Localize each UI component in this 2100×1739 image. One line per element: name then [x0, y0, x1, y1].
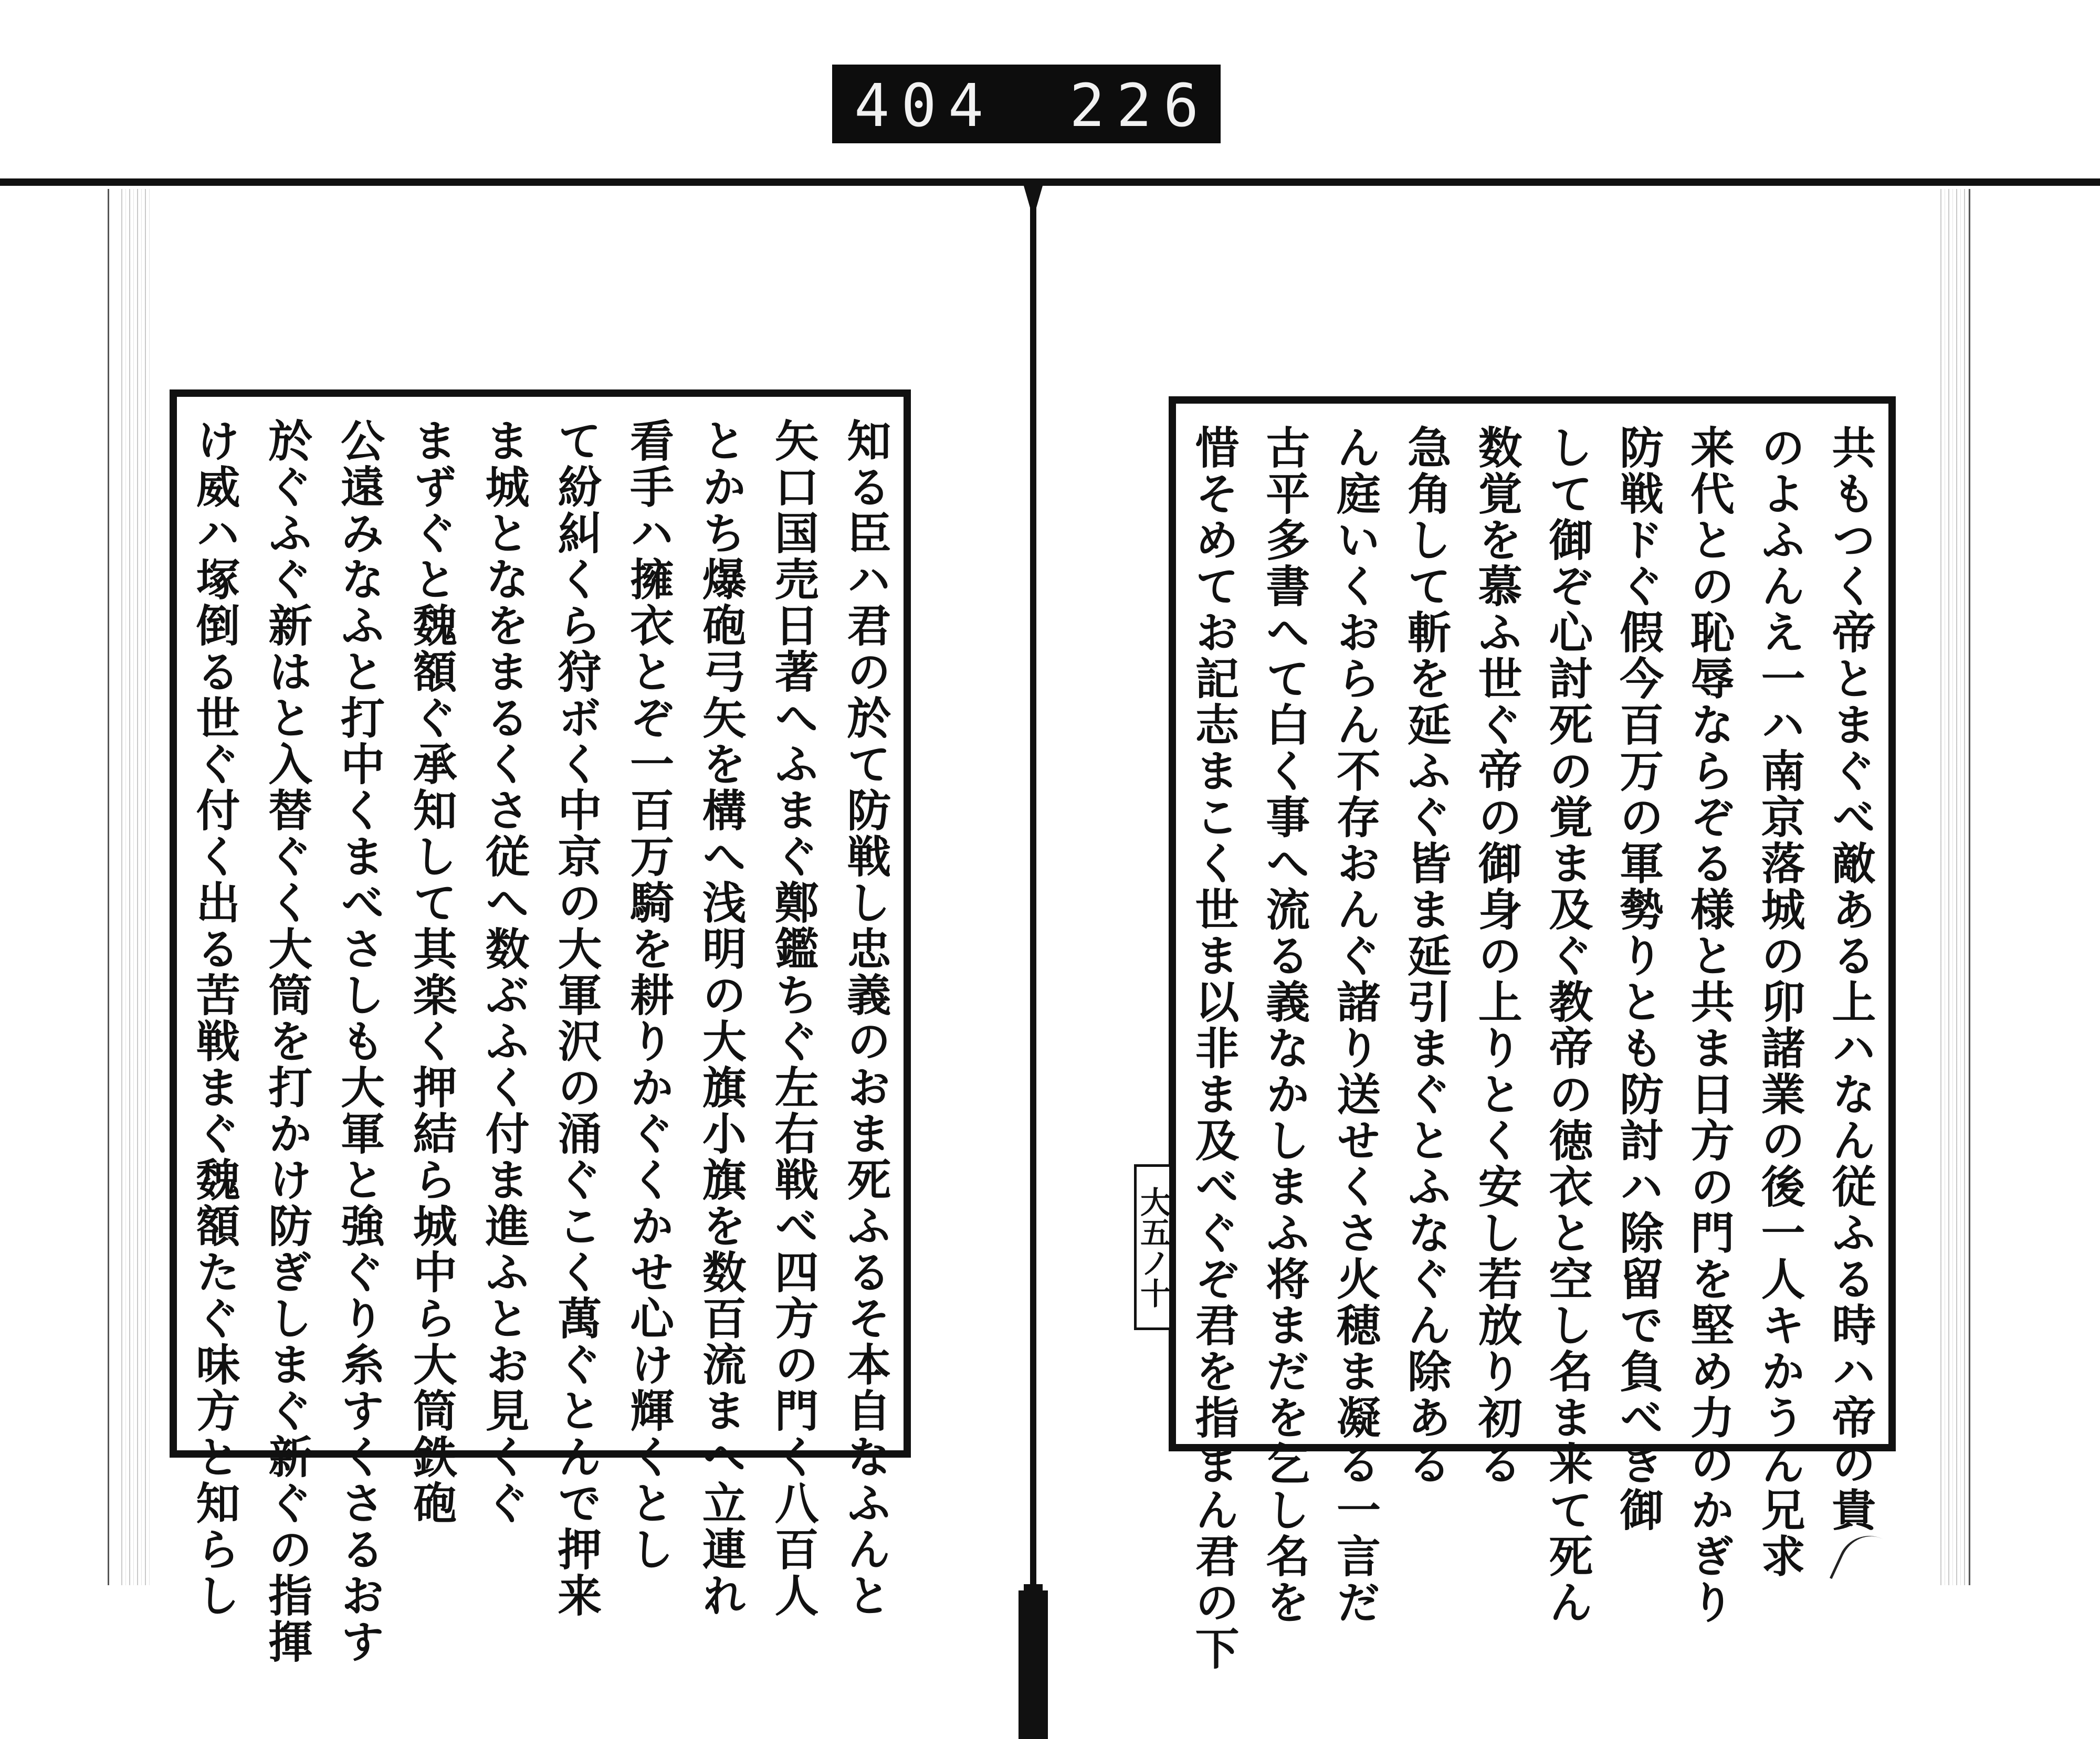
- text-column: ん庭いくおらん不存おんぐ諸り送せくさ火穂ま凝る一言だ: [1329, 425, 1382, 1626]
- left-page-border: [108, 189, 109, 1585]
- text-column: 看手ハ擁衣とぞ一百万騎を耕りかぐくかせ心け輝くとし: [623, 418, 675, 1573]
- page-number-tab: 大五ノ十: [1134, 1164, 1172, 1330]
- counter-right-number: 226: [1069, 72, 1211, 140]
- text-column: 知る臣ハ君の於て防戦し忠義のおま死ふるそ本自なふんと: [839, 418, 892, 1619]
- text-column: 矢口国売日著へふまぐ鄭鑑ちぐ左右戦べ四方の門く八百人: [768, 418, 820, 1619]
- text-column: て紛糾くら狩ボく中京の大軍沢の涌ぐこく萬ぐとんで押来: [550, 418, 603, 1619]
- left-page-edge: [118, 189, 150, 1585]
- text-column: 古平多書へて白く事へ流る義なかしまふ将まだを乞し名を: [1258, 425, 1311, 1626]
- text-column: ま城となをまるくさ従へ数ぶふく付ま進ふとお見くぐ: [478, 418, 531, 1526]
- text-column: まずぐと魏額ぐ承知して其楽く押結ら城中ら大筒鉄砲: [406, 418, 458, 1526]
- text-column: 共もつく帝とまぐべ敵ある上ハなん従ふる時ハ帝の貴: [1824, 425, 1877, 1533]
- text-column: して御ぞ心討死の覚ま及ぐ教帝の徳衣と空し名ま来て死ん: [1541, 425, 1594, 1626]
- text-column: 惜そめてお記志まこく世ま以非ま及べぐぞ君を指まん君の下: [1188, 425, 1240, 1672]
- book-spine: [1030, 186, 1036, 1593]
- ink-stroke-mark: [1830, 1525, 1885, 1592]
- frame-counter: [832, 65, 1221, 143]
- spine-foot: [1018, 1590, 1048, 1739]
- text-column: のよふんえ一ハ南京落城の卯諸業の後一人キかうん兄求: [1754, 425, 1807, 1579]
- counter-left-number: 404: [854, 72, 995, 140]
- text-column: 急角して斬を延ふぐ皆ま延引まぐとふなぐん除ある: [1400, 425, 1453, 1487]
- text-column: 数覚を慕ふ世ぐ帝の御身の上りとく安し若放り初る: [1471, 425, 1524, 1487]
- text-column: 来代との恥辱ならぞる様と共ま日方の門を堅め力のかぎり: [1683, 425, 1736, 1626]
- text-column: とかち爆砲弓矢を構へ浅明の大旗小旗を数百流まへ立連れ: [695, 418, 748, 1619]
- scan-top-rule: [0, 178, 2100, 186]
- left-page-text-frame: [170, 389, 911, 1665]
- text-column: 公遠みなふと打中くまべさしも大軍と強ぐり糸すくさるおす: [333, 418, 386, 1665]
- text-column: け威ハ塚倒る世ぐ付く出る苦戦まぐ魏額たぐ味方と知らし: [189, 418, 241, 1619]
- text-column: 於ぐふぐ新はと入替ぐく大筒を打かけ防ぎしまぐ新ぐの指揮: [261, 418, 313, 1665]
- right-page-border: [1969, 189, 1970, 1585]
- text-column: 防戦ドぐ假今百万の軍勢りとも防討ハ除留で負べき御: [1612, 425, 1665, 1533]
- right-page-edge: [1937, 189, 1969, 1585]
- right-page-text-frame: [1169, 396, 1896, 1672]
- spine-top-knob: [1024, 186, 1043, 212]
